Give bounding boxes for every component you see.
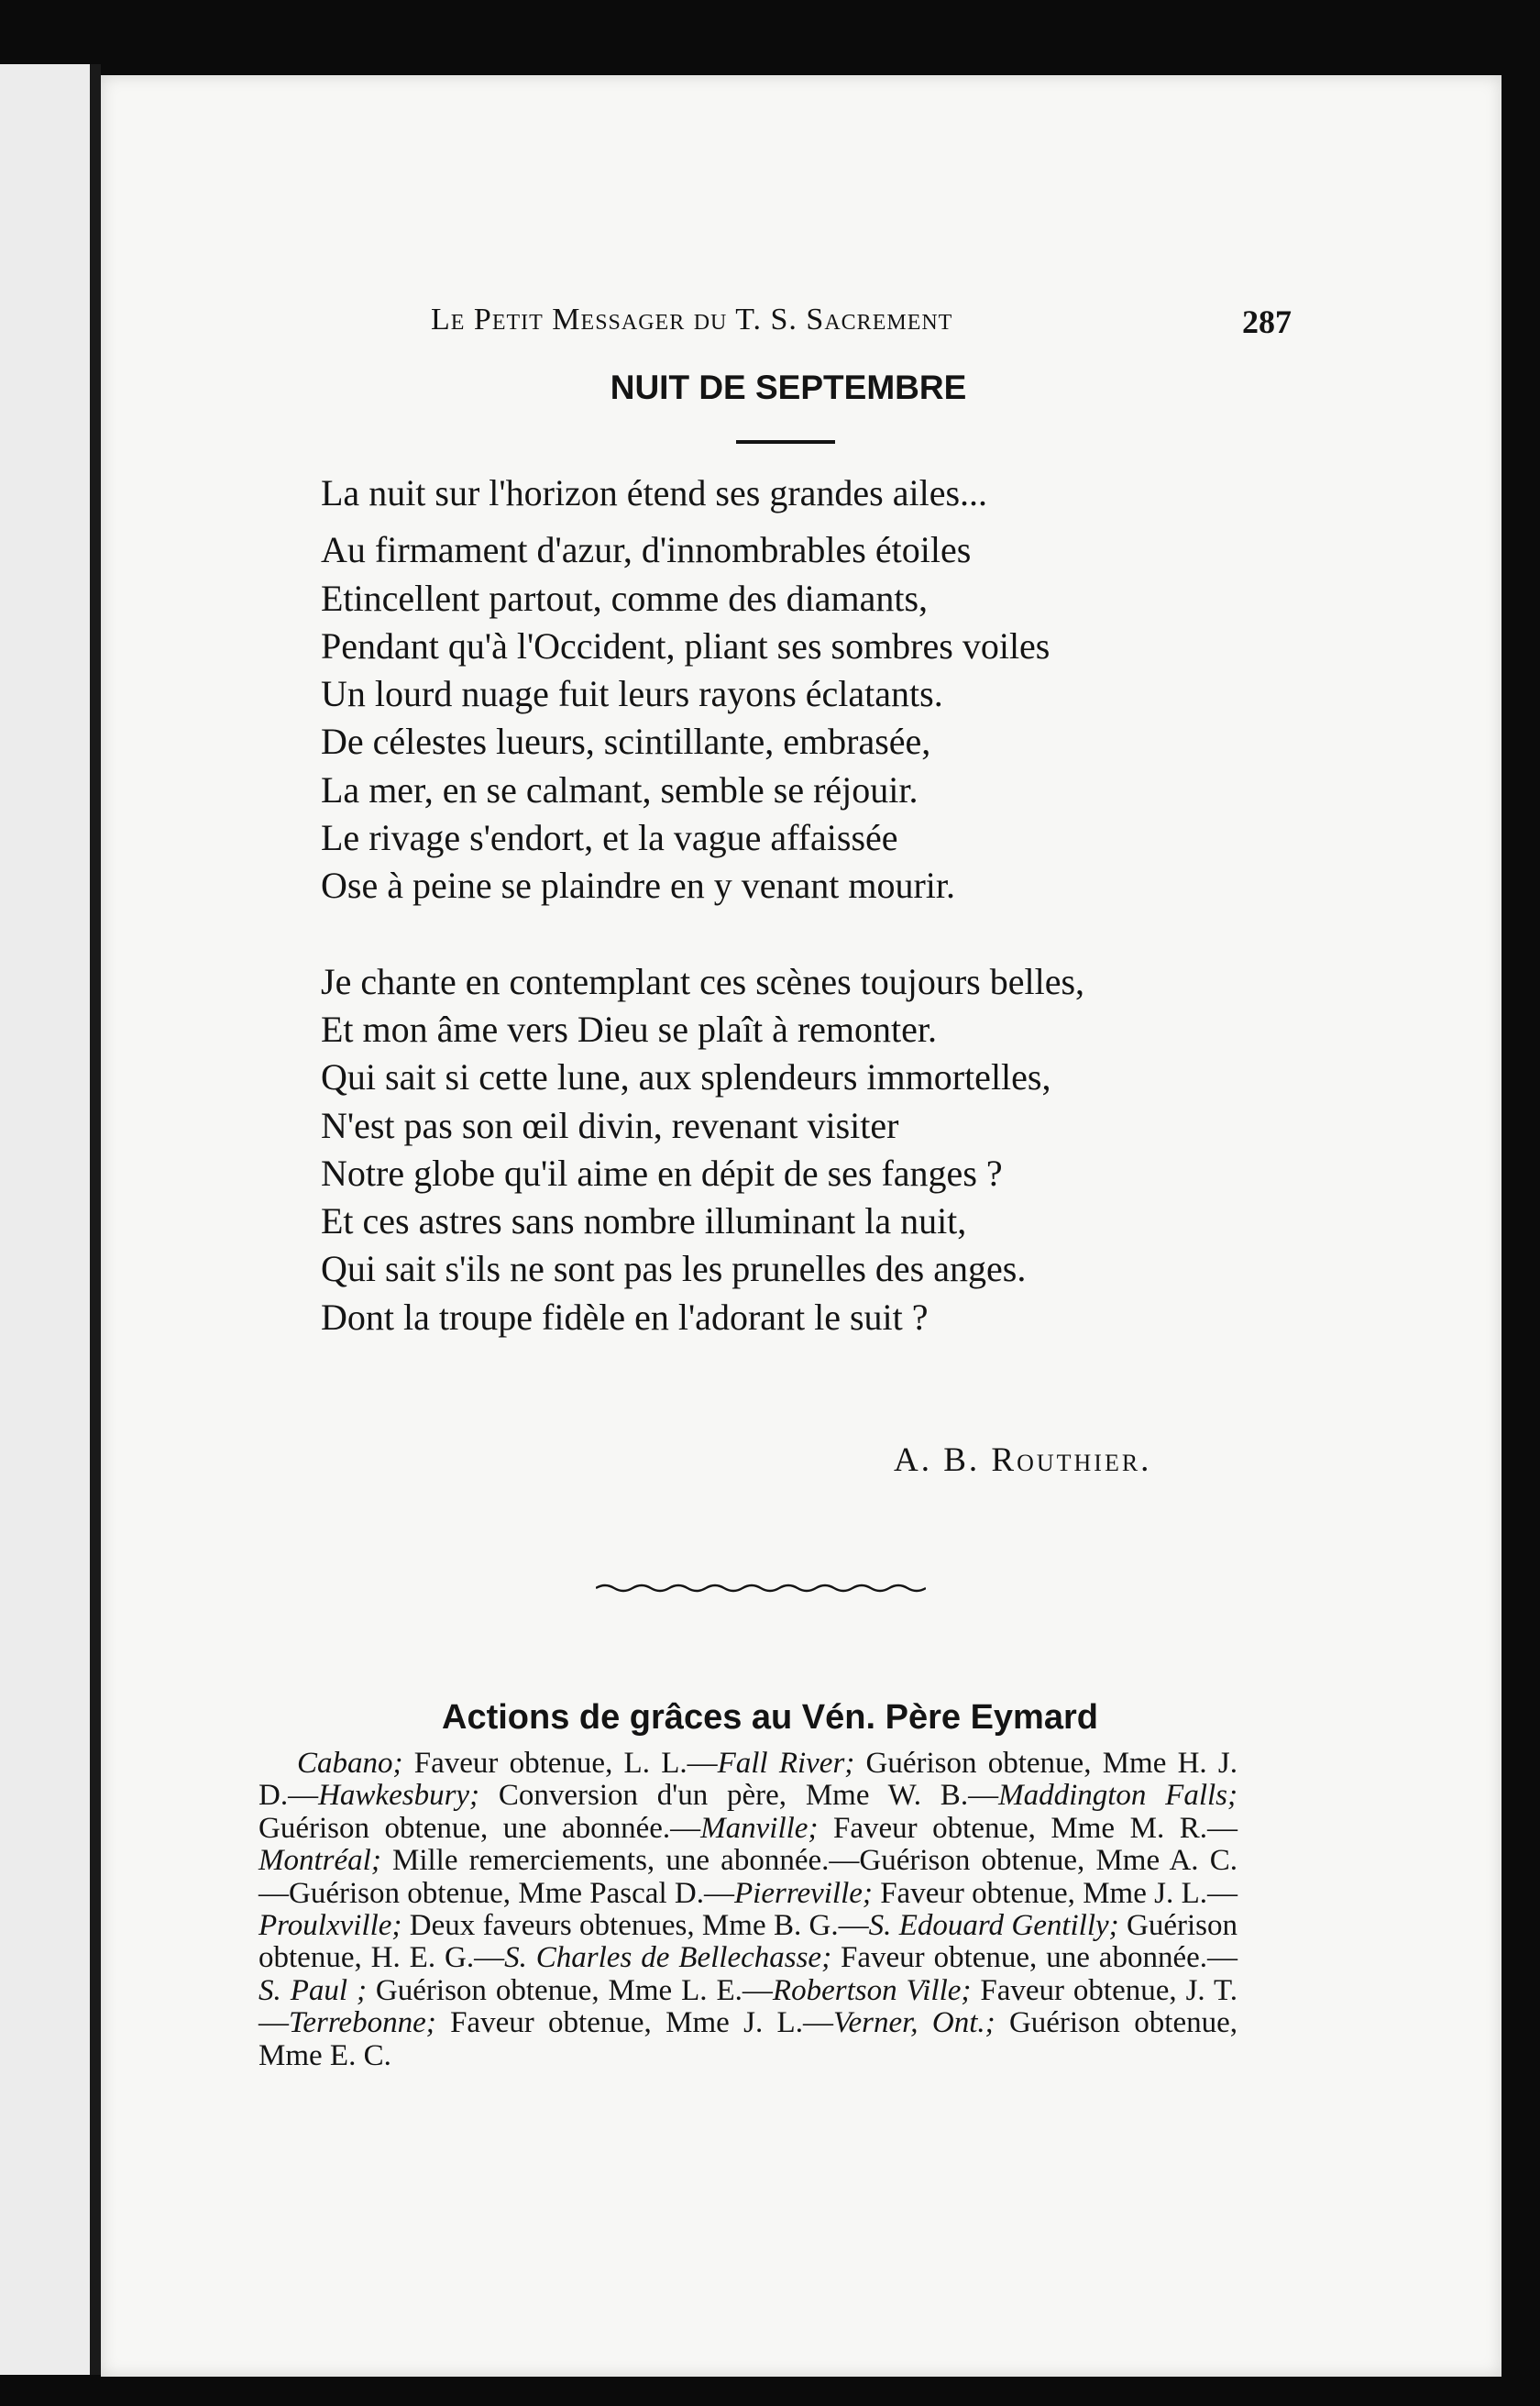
running-head: Le Petit Messager du T. S. Sacrement [431,303,953,337]
poem-line: Dont la troupe fidèle en l'adorant le suit ? [321,1296,929,1338]
poem-author: A. B. Routhier. [894,1441,1152,1479]
poem-body [321,469,1256,1341]
poem-line: Un lourd nuage fuit leurs rayons éclatants. [321,673,943,715]
grace-text: Faveur obtenue, une abonnée.— [831,1941,1238,1975]
grace-place: S. Charles de Bellechasse; [504,1941,832,1975]
poem-line: La mer, en se calmant, semble se réjouir. [321,768,918,811]
poem-line: Le rivage s'endort, et la vague affaissée [321,817,898,859]
section-title: Actions de grâces au Vén. Père Eymard [442,1698,1098,1737]
grace-text: Faveur obtenue, L. L.— [402,1747,718,1780]
grace-place: S. Edouard Gentilly; [868,1909,1119,1943]
grace-text: Guérison obtenue, Mme E. C. [258,2006,1238,2072]
grace-place: Maddington Falls; [998,1779,1238,1813]
grace-text: Faveur obtenue, Mme M. R.— [818,1811,1238,1845]
wavy-divider [596,1579,926,1597]
grace-place: Robertson Ville; [772,1973,972,2007]
grace-text: Faveur obtenue, Mme J. L.— [435,2006,833,2040]
poem-line: Notre globe qu'il aime en dépit de ses fanges ? [321,1152,1003,1194]
poem-line: Et mon âme vers Dieu se plaît à remonter. [321,1008,938,1050]
poem-line: Qui sait si cette lune, aux splendeurs immortelles, [321,1056,1051,1098]
grace-place: Proulxville; [258,1909,402,1943]
grace-text: Conversion d'un père, Mme W. B.— [479,1779,999,1813]
grace-text: Faveur obtenue, Mme J. L.— [872,1876,1238,1910]
grace-place: Manville; [700,1811,819,1845]
grace-text: Guérison obtenue, Mme H. J. D.— [258,1747,1238,1813]
grace-text: Guérison obtenue, une abonnée.— [258,1811,701,1845]
poem-line: De célestes lueurs, scintillante, embrasée, [321,721,931,763]
title-rule [736,440,835,444]
page-number: 287 [1242,304,1292,340]
grace-place: Montréal; [258,1844,381,1878]
poem-line: Je chante en contemplant ces scènes toujours belles, [321,960,1085,1002]
grace-place: Hawkesbury; [318,1779,480,1813]
poem-line: Etincellent partout, comme des diamants, [321,577,929,619]
grace-text: Faveur obtenue, J. T.— [258,1973,1238,2040]
stanza-1 [321,526,1256,910]
poem-line: Pendant qu'à l'Occident, pliant ses sombres voiles [321,624,1050,667]
grace-text: Mille remerciements, une abonnée.—Guérison obtenue, Mme A. C. —Guérison obtenue, Mme Pascal D.— [258,1844,1238,1910]
book-gutter [90,64,101,2375]
poem-line: Et ces astres sans nombre illuminant la nuit, [321,1200,967,1242]
poem-first-line: La nuit sur l'horizon étend ses grandes ailes... [321,472,988,513]
poem-title: NUIT DE SEPTEMBRE [610,369,967,406]
grace-text: Deux faveurs obtenues, Mme B. G.— [402,1909,869,1943]
poem-line: Au firmament d'azur, d'innombrables étoiles [321,529,972,571]
poem-line: Ose à peine se plaindre en y venant mourir. [321,865,955,907]
grace-place: S. Paul ; [258,1973,367,2007]
grace-place: Terrebonne; [289,2006,436,2040]
stanza-2 [321,958,1256,1341]
grace-text: Guérison obtenue, Mme L. E.— [366,1973,773,2007]
poem-line: Qui sait s'ils ne sont pas les prunelles des anges. [321,1248,1027,1290]
grace-place: Fall River; [717,1747,855,1780]
grace-place: Verner, Ont.; [832,2006,996,2040]
grace-place: Cabano; [297,1747,403,1780]
stanza-gap [321,911,1256,958]
graces-body [258,1748,1238,2072]
grace-place: Pierreville; [734,1876,873,1910]
poem-line: N'est pas son œil divin, revenant visiter [321,1104,899,1146]
grace-text: Guérison obtenue, H. E. G.— [258,1909,1238,1975]
left-page-edge [0,64,90,2375]
